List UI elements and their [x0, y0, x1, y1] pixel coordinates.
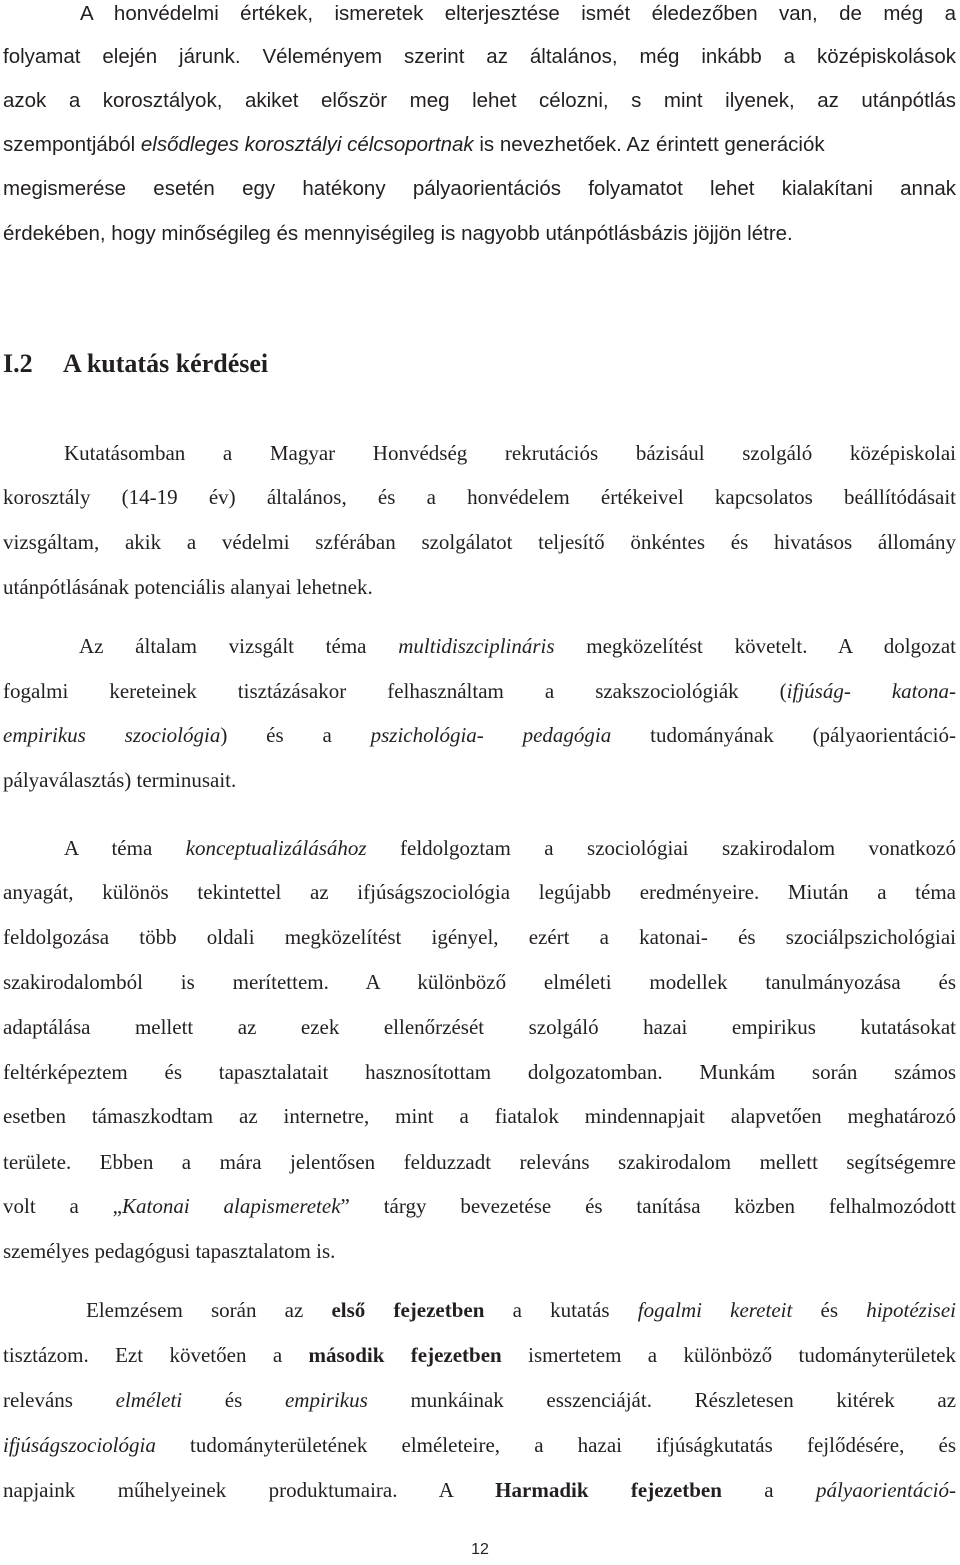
- text-line: korosztály (14-19 év) általános, és a honvédelem értékeivel kapcsolatos beállítódásait: [3, 485, 956, 509]
- text-line: vizsgáltam, akik a védelmi szférában szolgálatot teljesítő önkéntes és hivatásos állomány: [3, 530, 956, 554]
- text-line: releváns elméleti és empirikus munkáinak esszenciáját. Részletesen kitérek az: [3, 1388, 957, 1412]
- section-number: I.2: [3, 349, 33, 378]
- text-line: azok a korosztályok, akiket először meg lehet célozni, s mint ilyenek, az utánpótlás: [3, 89, 956, 112]
- text-line: szakirodalomból is merítettem. A különböző elméleti modellek tanulmányozása és: [3, 970, 956, 994]
- text-line: feldolgozása több oldali megközelítést igényel, ezért a katonai- és szociálpszichológiai: [3, 925, 956, 949]
- text-line: tisztázom. Ezt követően a második fejezetben ismertetem a különböző tudományterületek: [3, 1343, 956, 1367]
- text-line: Az általam vizsgált téma multidiszciplináris megközelítést követelt. A dolgozat: [79, 634, 957, 658]
- text-line: Elemzésem során az első fejezetben a kutatás fogalmi kereteit és hipotézisei: [86, 1298, 957, 1322]
- text-line: területe. Ebben a mára jelentősen felduzzadt releváns szakirodalom mellett segítségemre: [3, 1150, 956, 1174]
- bold-emphasis: Harmadik fejezetben: [495, 1478, 722, 1502]
- text-line: fogalmi kereteinek tisztázásakor felhasználtam a szakszociológiák (ifjúság- katona-: [3, 679, 956, 703]
- bold-emphasis: első fejezetben: [331, 1298, 485, 1322]
- text-line: személyes pedagógusi tapasztalatom is.: [3, 1239, 336, 1263]
- italic-emphasis: Katonai alapismeretek: [122, 1194, 341, 1218]
- text-line: anyagát, különös tekintettel az ifjúságszociológia legújabb eredményeire. Miután a téma: [3, 880, 956, 904]
- section-title: A kutatás kérdései: [63, 349, 269, 378]
- text-line: feltérképeztem és tapasztalatait hasznosítottam dolgozatomban. Munkám során számos: [3, 1060, 956, 1084]
- italic-emphasis: pszichológia- pedagógia: [370, 723, 612, 747]
- italic-emphasis: konceptualizálásához: [185, 836, 367, 860]
- text-line: ifjúságszociológia tudományterületének elméleteire, a hazai ifjúságkutatás fejlődésére, és: [3, 1433, 957, 1457]
- text-line: szempontjából elsődleges korosztályi célcsoportnak is nevezhetőek. Az érintett generációk: [3, 133, 825, 156]
- italic-emphasis: elméleti: [115, 1388, 183, 1412]
- text-line: A honvédelmi értékek, ismeretek elterjesztése ismét éledezőben van, de még a: [80, 2, 956, 25]
- text-line: folyamat elején járunk. Véleményem szerint az általános, még inkább a középiskolások: [3, 45, 956, 68]
- italic-emphasis: hipotézisei: [866, 1298, 957, 1322]
- text-line: volt a „Katonai alapismeretek” tárgy bevezetése és tanítása közben felhalmozódott: [3, 1194, 957, 1218]
- text-line: empirikus szociológia) és a pszichológia- pedagógia tudományának (pályaorientáció-: [3, 723, 956, 747]
- bold-emphasis: második fejezetben: [308, 1343, 502, 1367]
- italic-emphasis: elsődleges korosztályi célcsoportnak: [140, 133, 474, 156]
- italic-emphasis: empirikus szociológia: [3, 723, 221, 747]
- italic-emphasis: pályaorientáció-: [816, 1478, 957, 1502]
- text-line: esetben támaszkodtam az internetre, mint a fiatalok mindennapjait alapvetően meghatározó: [3, 1104, 956, 1128]
- text-line: Kutatásomban a Magyar Honvédség rekrutációs bázisául szolgáló középiskolai: [64, 441, 956, 465]
- italic-emphasis: ifjúságszociológia: [3, 1433, 156, 1457]
- italic-emphasis: ifjúság- katona-: [786, 679, 956, 703]
- page-number: 12: [471, 1541, 489, 1558]
- text-line: pályaválasztás) terminusait.: [3, 768, 237, 792]
- section-heading: [3, 348, 268, 380]
- italic-emphasis: multidiszciplináris: [398, 634, 555, 658]
- text-line: utánpótlásának potenciális alanyai lehetnek.: [3, 575, 373, 599]
- text-line: adaptálása mellett az ezek ellenőrzését szolgáló hazai empirikus kutatásokat: [3, 1015, 956, 1039]
- italic-emphasis: fogalmi kereteit: [637, 1298, 793, 1322]
- text-line: megismerése esetén egy hatékony pályaorientációs folyamatot lehet kialakítani annak: [3, 177, 956, 200]
- text-line: napjaink műhelyeinek produktumaira. A Harmadik fejezetben a pályaorientáció-: [3, 1478, 957, 1502]
- text-line: A téma konceptualizálásához feldolgoztam a szociológiai szakirodalom vonatkozó: [64, 836, 957, 860]
- text-line: érdekében, hogy minőségileg és mennyiségileg is nagyobb utánpótlásbázis jöjjön létre.: [3, 222, 793, 245]
- italic-emphasis: empirikus: [284, 1388, 368, 1412]
